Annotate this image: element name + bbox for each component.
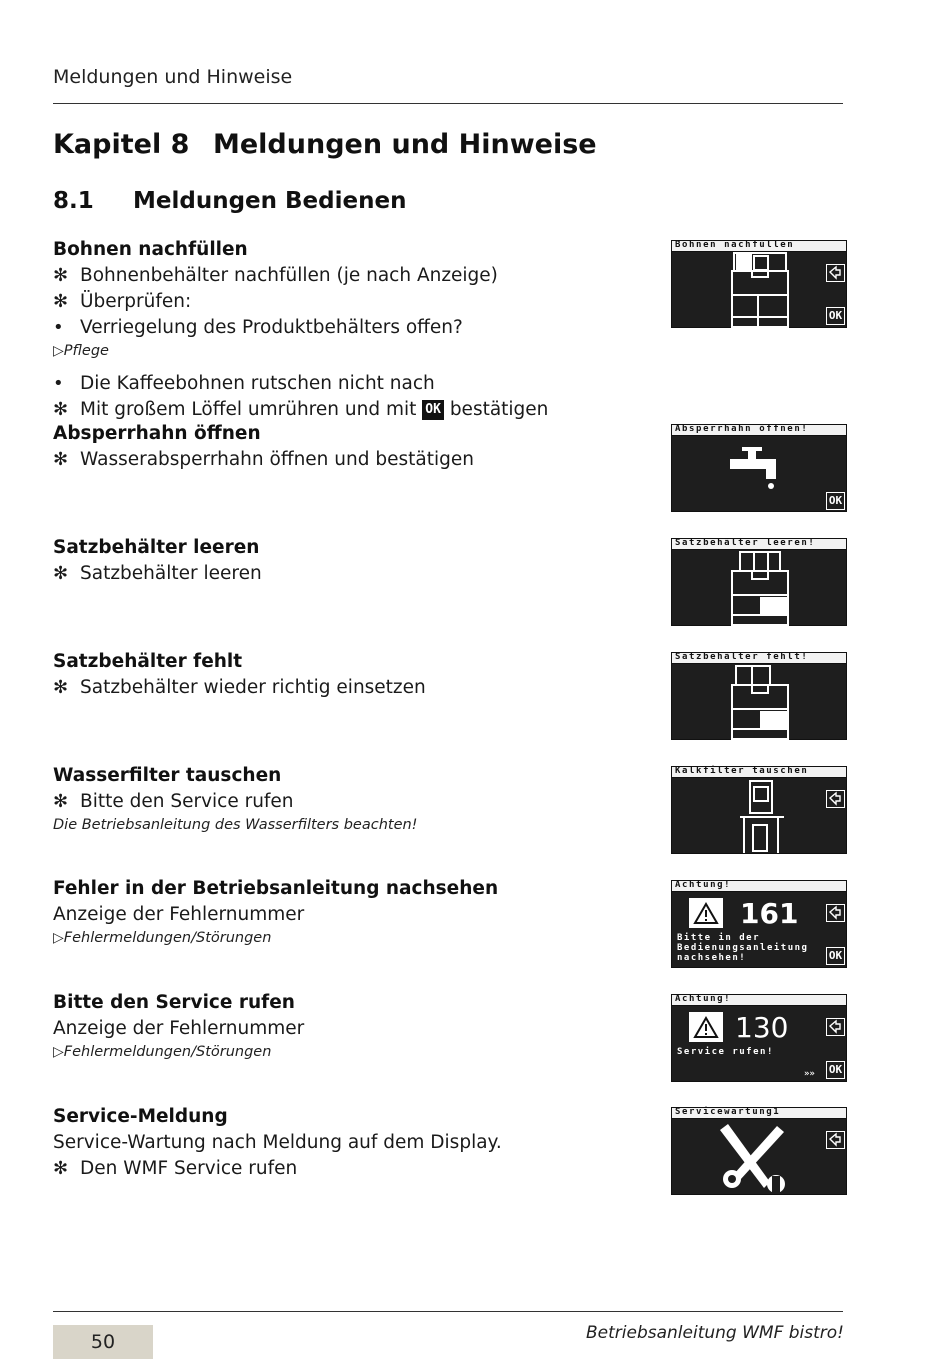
coffee-machine-icon xyxy=(672,241,848,329)
cross-reference: ▷Pflege xyxy=(53,343,109,359)
action-line: ✻ Mit großem Löffel umrühren und mit OK bestätigen xyxy=(53,397,653,423)
cross-reference: ▷Fehlermeldungen/Störungen xyxy=(53,930,272,946)
entry-note: Die Betriebsanleitung des Wasserfilters beachten! xyxy=(53,817,418,833)
action-symbol-icon: ✻ xyxy=(53,399,69,420)
entry-absperrhahn-oeffnen xyxy=(53,421,653,473)
display-message: Bitte in der Bedienungsanleitung nachsehen! xyxy=(677,933,809,963)
display-screen-satzbehaelter-leeren xyxy=(671,538,847,626)
error-code: 130 xyxy=(735,1011,789,1044)
document-title: Betriebsanleitung WMF bistro! xyxy=(585,1323,844,1343)
bullet-line: • Verriegelung des Produktbehälters offen? xyxy=(53,315,653,341)
entry-title: Fehler in der Betriebsanleitung nachsehen xyxy=(53,878,499,899)
display-screen-error-130 xyxy=(671,994,847,1082)
action-symbol-icon: ✻ xyxy=(53,791,69,812)
action-line: ✻ Satzbehälter wieder richtig einsetzen xyxy=(53,675,653,701)
warning-icon xyxy=(689,898,723,928)
entry-title: Service-Meldung xyxy=(53,1106,228,1127)
back-icon xyxy=(826,1018,845,1036)
entry-title: Bohnen nachfüllen xyxy=(53,239,248,260)
action-symbol-icon: ✻ xyxy=(53,677,69,698)
entry-fehler-nachsehen xyxy=(53,876,653,948)
action-line: ✻ Satzbehälter leeren xyxy=(53,561,653,587)
entry-line: Anzeige der Fehlernummer xyxy=(53,1018,305,1039)
section-number: 8.1 xyxy=(53,188,94,214)
display-title-bar: Achtung! xyxy=(672,881,846,892)
display-message: Service rufen! xyxy=(677,1047,774,1057)
action-symbol-icon: ✻ xyxy=(53,291,69,312)
ok-button-icon: OK xyxy=(422,400,444,420)
display-screen-servicewartung xyxy=(671,1107,847,1195)
display-title-bar: Satzbehälter leeren! xyxy=(672,539,846,550)
display-title-bar: Achtung! xyxy=(672,995,846,1006)
more-indicator-icon: »» xyxy=(804,1069,815,1079)
display-title-bar: Satzbehälter fehlt! xyxy=(672,653,846,664)
chapter-heading xyxy=(53,129,597,160)
display-title-bar: Absperrhahn öffnen! xyxy=(672,425,846,436)
reference-arrow-icon: ▷ xyxy=(53,343,64,359)
display-screen-error-161 xyxy=(671,880,847,968)
entry-title: Wasserfilter tauschen xyxy=(53,765,282,786)
entry-title: Satzbehälter leeren xyxy=(53,537,260,558)
header-divider xyxy=(53,103,843,104)
action-line: ✻ Überprüfen: xyxy=(53,289,653,315)
error-code: 161 xyxy=(740,897,799,930)
chapter-title: Meldungen und Hinweise xyxy=(213,129,597,160)
entry-title: Satzbehälter fehlt xyxy=(53,651,243,672)
display-title-bar: Kalkfilter tauschen xyxy=(672,767,846,778)
reference-arrow-icon: ▷ xyxy=(53,1044,64,1060)
page-number: 50 xyxy=(90,1331,116,1353)
bullet-icon: • xyxy=(53,317,64,338)
entry-title: Bitte den Service rufen xyxy=(53,992,295,1013)
bullet-line: • Die Kaffeebohnen rutschen nicht nach xyxy=(53,371,653,397)
ok-icon: OK xyxy=(826,1061,845,1079)
action-symbol-icon: ✻ xyxy=(53,449,69,470)
entry-line: Service-Wartung nach Meldung auf dem Display. xyxy=(53,1132,502,1153)
entry-satzbehaelter-fehlt xyxy=(53,649,653,701)
display-screen-satzbehaelter-fehlt xyxy=(671,652,847,740)
display-title-bar: Bohnen nachfüllen xyxy=(672,241,846,252)
water-tap-icon xyxy=(672,425,848,513)
coffee-machine-icon xyxy=(672,539,848,627)
entry-bohnen-nachfuellen xyxy=(53,237,653,423)
coffee-machine-icon xyxy=(672,653,848,741)
back-icon xyxy=(826,904,845,922)
display-screen-bohnen xyxy=(671,240,847,328)
entry-service-rufen xyxy=(53,990,653,1062)
action-line: ✻ Bitte den Service rufen xyxy=(53,789,653,815)
entry-satzbehaelter-leeren xyxy=(53,535,653,587)
display-screen-kalkfilter xyxy=(671,766,847,854)
chapter-label: Kapitel 8 xyxy=(53,129,190,160)
action-line: ✻ Wasserabsperrhahn öffnen und bestätigen xyxy=(53,447,653,473)
ok-icon: OK xyxy=(826,307,845,325)
action-line: ✻ Den WMF Service rufen xyxy=(53,1156,653,1182)
section-title: Meldungen Bedienen xyxy=(133,188,407,214)
entry-service-meldung xyxy=(53,1104,653,1182)
cross-reference: ▷Fehlermeldungen/Störungen xyxy=(53,1044,272,1060)
warning-icon xyxy=(689,1012,723,1042)
display-title-bar: Servicewartung1 xyxy=(672,1108,846,1119)
ok-icon: OK xyxy=(826,492,845,510)
bullet-icon: • xyxy=(53,373,64,394)
entry-wasserfilter-tauschen xyxy=(53,763,653,835)
tools-icon xyxy=(672,1108,848,1196)
action-symbol-icon: ✻ xyxy=(53,563,69,584)
reference-arrow-icon: ▷ xyxy=(53,930,64,946)
back-icon xyxy=(826,264,845,282)
entry-line: Anzeige der Fehlernummer xyxy=(53,904,305,925)
action-line: ✻ Bohnenbehälter nachfüllen (je nach Anzeige) xyxy=(53,263,653,289)
footer-divider xyxy=(53,1311,843,1312)
running-header: Meldungen und Hinweise xyxy=(53,66,293,88)
section-heading xyxy=(53,188,406,214)
entry-title: Absperrhahn öffnen xyxy=(53,423,261,444)
ok-icon: OK xyxy=(826,947,845,965)
display-screen-absperrhahn xyxy=(671,424,847,512)
water-filter-icon xyxy=(672,767,848,855)
back-icon xyxy=(826,790,845,808)
back-icon xyxy=(826,1131,845,1149)
action-symbol-icon: ✻ xyxy=(53,265,69,286)
action-symbol-icon: ✻ xyxy=(53,1158,69,1179)
